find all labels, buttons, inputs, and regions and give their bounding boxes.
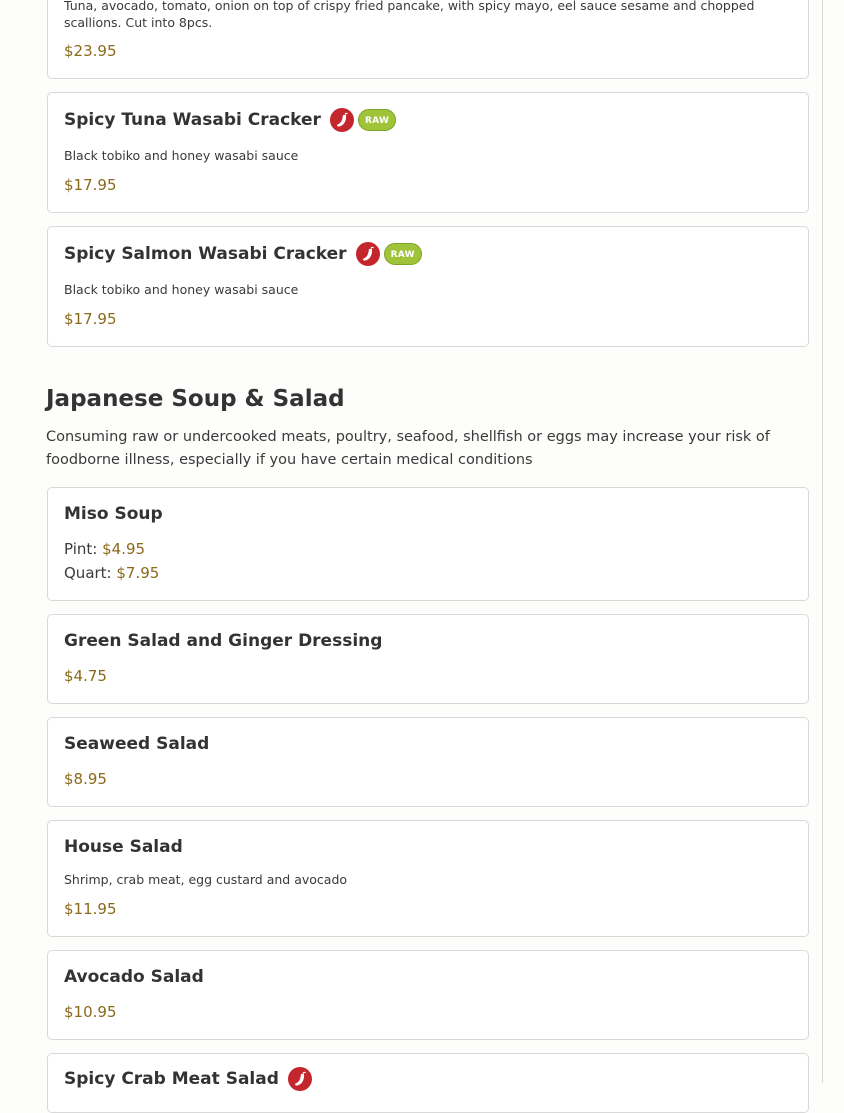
item-price: $17.95 <box>64 176 117 194</box>
item-name: Seaweed Salad <box>64 734 210 754</box>
size-option[interactable] <box>64 564 159 582</box>
item-description: Black tobiko and honey wasabi sauce <box>64 282 299 297</box>
item-title-row <box>64 1067 312 1091</box>
menu-item-card[interactable] <box>47 614 809 704</box>
page-edge-divider <box>822 0 823 1083</box>
raw-badge: RAW <box>358 109 396 131</box>
item-name: Spicy Crab Meat Salad <box>64 1069 279 1089</box>
menu-item-card[interactable] <box>47 950 809 1040</box>
menu-item-card[interactable] <box>47 487 809 601</box>
menu-item-card[interactable] <box>47 717 809 807</box>
item-price: $10.95 <box>64 1003 117 1021</box>
size-label: Quart: <box>64 564 112 582</box>
item-price: $17.95 <box>64 310 117 328</box>
chili-pepper-icon <box>330 108 354 132</box>
menu-item-card[interactable] <box>47 1053 809 1113</box>
item-price: $8.95 <box>64 770 107 788</box>
item-name: House Salad <box>64 837 183 857</box>
item-name: Miso Soup <box>64 504 163 524</box>
item-description: Shrimp, crab meat, egg custard and avocado <box>64 872 348 887</box>
item-description: Tuna, avocado, tomato, onion on top of crispy fried pancake, with spicy mayo, eel sauce sesame and chopped scallions. Cut into 8pcs. <box>64 0 755 30</box>
item-price: $11.95 <box>64 900 117 918</box>
item-name: Spicy Tuna Wasabi Cracker <box>64 110 321 130</box>
size-price: $7.95 <box>116 564 160 582</box>
size-option[interactable] <box>64 540 145 558</box>
chili-pepper-icon <box>288 1067 312 1091</box>
item-title-row <box>64 242 422 266</box>
item-description: Black tobiko and honey wasabi sauce <box>64 148 299 163</box>
size-label: Pint: <box>64 540 98 558</box>
menu-item-card[interactable] <box>47 92 809 213</box>
raw-badge: RAW <box>384 243 422 265</box>
item-title-row <box>64 108 396 132</box>
section-title: Japanese Soup & Salad <box>46 386 345 412</box>
menu-item-card[interactable] <box>47 820 809 937</box>
menu-item-card[interactable] <box>47 0 809 79</box>
item-price: $4.75 <box>64 667 107 685</box>
chili-pepper-icon <box>356 242 380 266</box>
item-name: Avocado Salad <box>64 967 204 987</box>
item-name: Green Salad and Ginger Dressing <box>64 631 383 651</box>
menu-item-card[interactable] <box>47 226 809 347</box>
item-name: Spicy Salmon Wasabi Cracker <box>64 244 347 264</box>
item-price: $23.95 <box>64 42 117 60</box>
size-price: $4.95 <box>102 540 146 558</box>
section-disclaimer: Consuming raw or undercooked meats, poultry, seafood, shellfish or eggs may increase your risk of foodborne illness, especially if you have certain medical conditions <box>46 429 770 468</box>
